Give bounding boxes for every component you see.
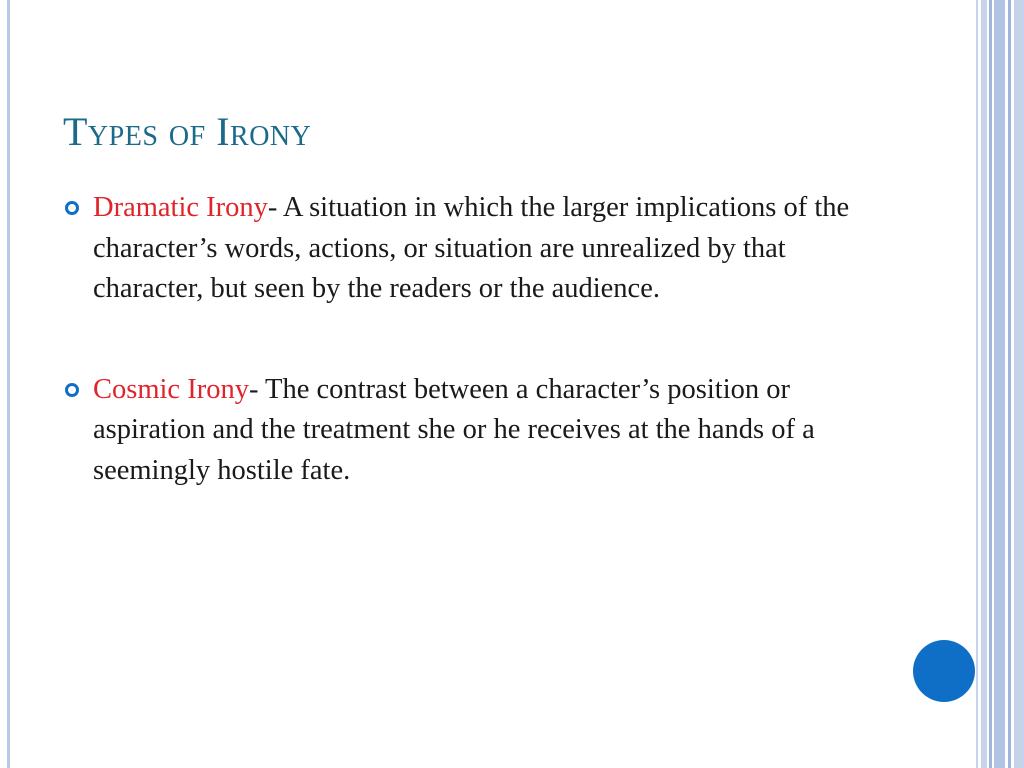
bullet-dramatic-irony: [63, 188, 863, 310]
right-stripe-decoration: [1008, 0, 1011, 768]
ring-bullet-icon: [65, 201, 79, 215]
bullet-list: [63, 188, 863, 551]
right-stripe-decoration: [1014, 0, 1024, 768]
right-stripe-decoration: [989, 0, 992, 768]
bullet-term: Dramatic Irony: [93, 192, 268, 223]
left-border-line: [7, 0, 10, 768]
blue-circle-decoration: [913, 640, 975, 702]
bullet-definition: - The contrast between a character’s position or aspiration and the treatment she or he receives at the hands of a seemingly hostile fate.: [93, 373, 815, 486]
right-stripe-decoration: [981, 0, 987, 768]
right-stripe-decoration: [976, 0, 978, 768]
right-stripe-decoration: [994, 0, 1005, 768]
ring-bullet-icon: [65, 383, 79, 397]
bullet-cosmic-irony: [63, 370, 863, 492]
bullet-term: Cosmic Irony: [93, 373, 249, 405]
bullet-definition: - A situation in which the larger implications of the character’s words, actions, or situation are unrealized by that character, but seen by the readers or the audience.: [93, 192, 850, 304]
slide-title: Types of Irony: [63, 109, 312, 154]
